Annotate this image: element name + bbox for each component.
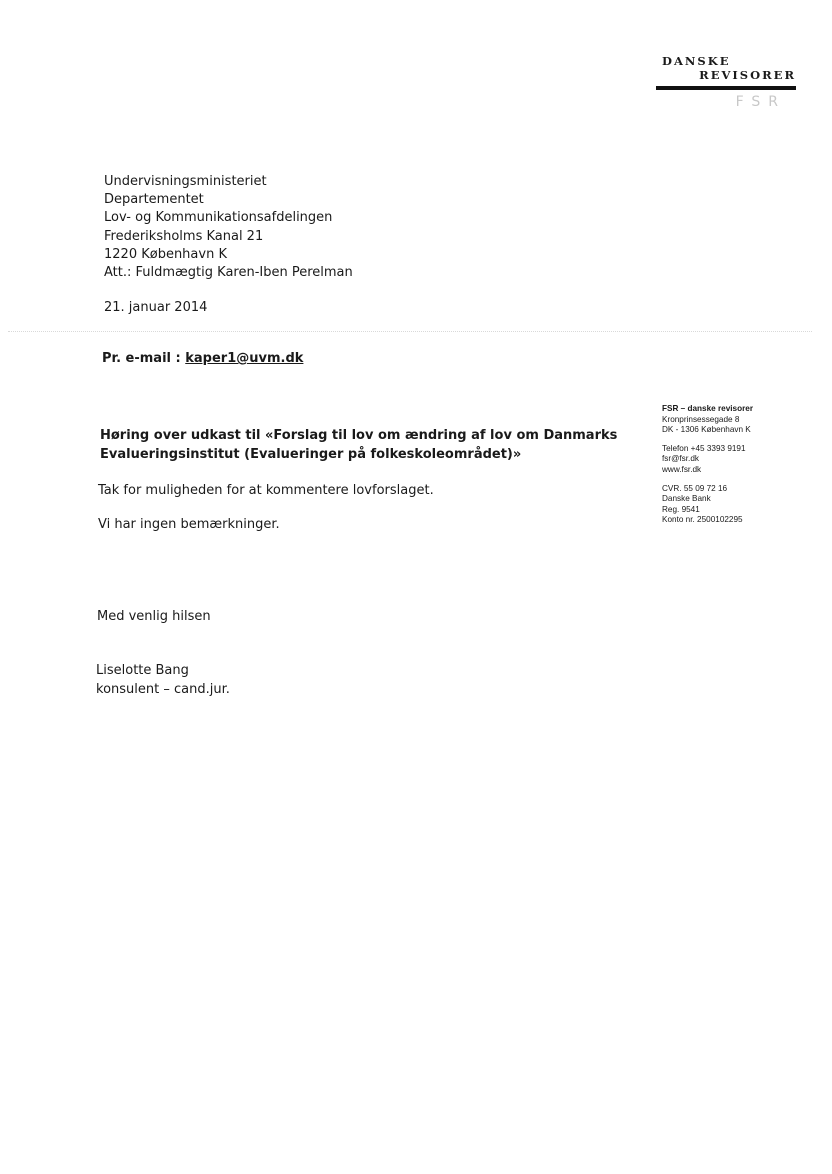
- sender-gap: [662, 436, 753, 444]
- logo-line-revisorer: REVISORER: [699, 68, 796, 82]
- sender-konto: Konto nr. 2500102295: [662, 515, 743, 525]
- closing-salutation: Med venlig hilsen: [97, 609, 211, 624]
- signature-title: konsulent – cand.jur.: [96, 682, 230, 697]
- email-line: [102, 351, 303, 366]
- recipient-line: 1220 København K: [104, 246, 227, 262]
- sender-mail: fsr@fsr.dk: [662, 454, 699, 464]
- sender-street: Kronprinsessegade 8: [662, 414, 740, 424]
- sender-org: FSR – danske revisorer: [662, 404, 754, 413]
- sender-phone: Telefon +45 3393 9191: [662, 443, 746, 453]
- recipient-line: Lov- og Kommunikationsafdelingen: [104, 210, 333, 226]
- recipient-address: [104, 173, 353, 282]
- letter-subject: Høring over udkast til «Forslag til lov om ændring af lov om Danmarks Evalueringsinstitut (Evalueringer på folkeskoleområdet)»: [100, 428, 618, 462]
- letter-date: 21. januar 2014: [104, 300, 208, 315]
- logo-fsr-mark: FSR: [735, 94, 786, 110]
- sender-info: [662, 404, 753, 526]
- recipient-line: Undervisningsministeriet: [104, 174, 267, 189]
- sender-city: DK - 1306 København K: [662, 425, 751, 435]
- email-prefix: Pr. e-mail :: [102, 351, 186, 366]
- signature-name: Liselotte Bang: [96, 663, 189, 678]
- sender-web: www.fsr.dk: [662, 464, 702, 474]
- logo-bar: [656, 86, 796, 90]
- separator-rule: [8, 331, 812, 332]
- recipient-line: Att.: Fuldmægtig Karen-Iben Perelman: [104, 265, 353, 281]
- sender-gap: [662, 476, 753, 484]
- body-paragraph-2: Vi har ingen bemærkninger.: [98, 517, 280, 532]
- sender-cvr: CVR. 55 09 72 16: [662, 483, 728, 493]
- sender-reg: Reg. 9541: [662, 504, 700, 514]
- recipient-line: Frederiksholms Kanal 21: [104, 228, 264, 244]
- email-link[interactable]: kaper1@uvm.dk: [185, 351, 304, 366]
- sender-bank: Danske Bank: [662, 494, 711, 504]
- recipient-line: Departementet: [104, 192, 204, 208]
- body-paragraph-1: Tak for muligheden for at kommentere lovforslaget.: [98, 483, 434, 498]
- logo-line-danske: DANSKE: [662, 54, 731, 68]
